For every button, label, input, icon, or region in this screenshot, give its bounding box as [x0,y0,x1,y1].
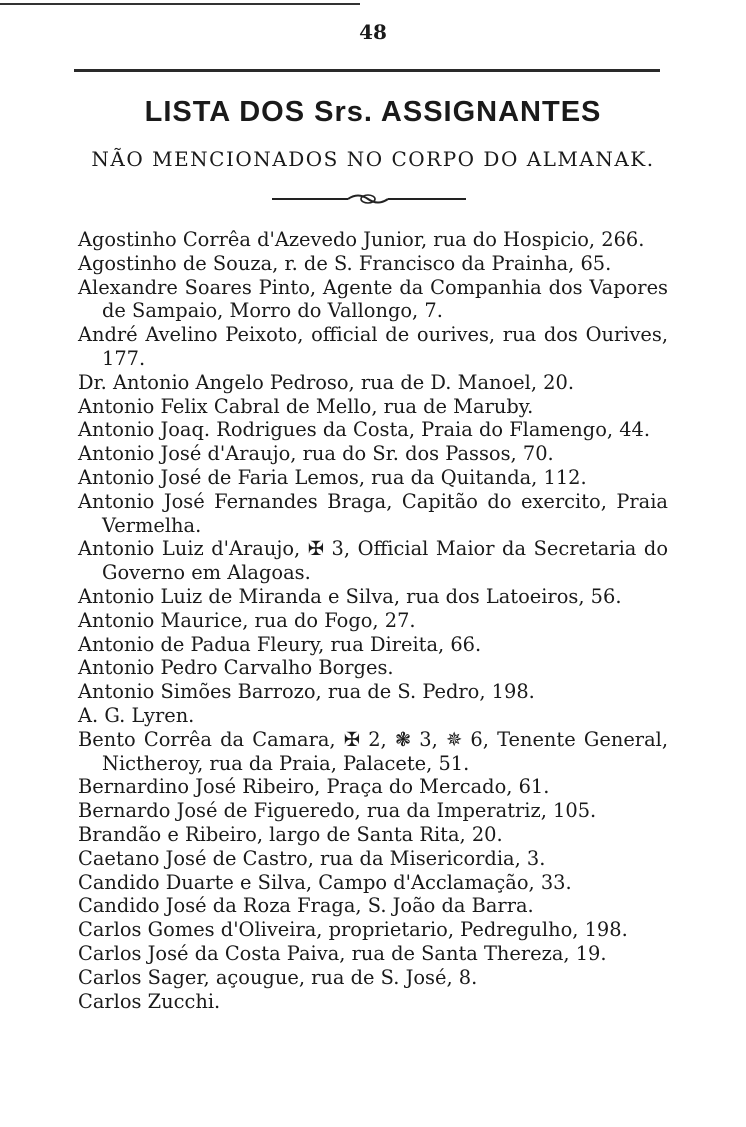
list-item: Antonio Maurice, rua do Fogo, 27. [78,608,416,632]
page-number: 48 [359,20,387,44]
list-item: Bernardo José de Figueredo, rua da Imperatriz, 105. [78,799,597,823]
list-item: Agostinho Corrêa d'Azevedo Junior, rua do Hospicio, 266. [78,228,645,251]
list-item: Dr. Antonio Angelo Pedroso, rua de D. Manoel, 20. [78,370,575,394]
list-item: A. G. Lyren. [78,703,195,727]
list-item: André Avelino Peixoto, official de ourives, rua dos Ourives, 177. [78,323,668,370]
list-item: Bento Corrêa da Camara, ✠ 2, ❃ 3, ✵ 6, Tenente General, Nictheroy, rua da Praia, Palacete, 51. [78,727,668,775]
subscriber-list [78,228,668,1013]
list-item: Antonio José de Faria Lemos, rua da Quitanda, 112. [78,465,587,489]
page-subtitle: NÃO MENCIONADOS NO CORPO DO ALMANAK. [91,147,655,171]
list-item: Candido José da Roza Fraga, S. João da Barra. [78,894,534,918]
list-item: Carlos Gomes d'Oliveira, proprietario, Pedregulho, 198. [78,918,628,942]
list-item: Antonio Simões Barrozo, rua de S. Pedro, 198. [78,680,535,704]
list-item: Carlos Zucchi. [78,989,221,1013]
list-item: Antonio Felix Cabral de Mello, rua de Maruby. [78,394,534,418]
list-item: Bernardino José Ribeiro, Praça do Mercado, 61. [78,775,550,799]
list-item: Antonio de Padua Fleury, rua Direita, 66. [78,632,482,656]
list-item: Antonio Joaq. Rodrigues da Costa, Praia do Flamengo, 44. [78,418,651,442]
header-rule [74,69,660,72]
list-item: Carlos José da Costa Paiva, rua de Santa Thereza, 19. [78,941,607,965]
list-item: Alexandre Soares Pinto, Agente da Companhia dos Vapores de Sampaio, Morro do Vallongo, 7. [78,275,668,323]
list-item: Brandão e Ribeiro, largo de Santa Rita, 20. [78,822,503,846]
top-rule [0,3,360,5]
list-item: Candido Duarte e Silva, Campo d'Acclamação, 33. [78,870,572,894]
list-item: Antonio Pedro Carvalho Borges. [78,656,394,680]
list-item: Antonio Luiz d'Araujo, ✠ 3, Official Maior da Secretaria do Governo em Alagoas. [78,537,668,585]
ornament-divider-icon [270,189,470,209]
list-item: Caetano José de Castro, rua da Misericordia, 3. [78,846,546,870]
page-title: LISTA DOS Srs. ASSIGNANTES [144,96,602,128]
list-item: Antonio José Fernandes Braga, Capitão do exercito, Praia Vermelha. [78,489,668,537]
list-item: Carlos Sager, açougue, rua de S. José, 8. [78,965,478,989]
list-item: Antonio Luiz de Miranda e Silva, rua dos Latoeiros, 56. [78,584,622,608]
list-item: Antonio José d'Araujo, rua do Sr. dos Passos, 70. [78,442,554,466]
list-item: Agostinho de Souza, r. de S. Francisco da Prainha, 65. [78,251,612,275]
